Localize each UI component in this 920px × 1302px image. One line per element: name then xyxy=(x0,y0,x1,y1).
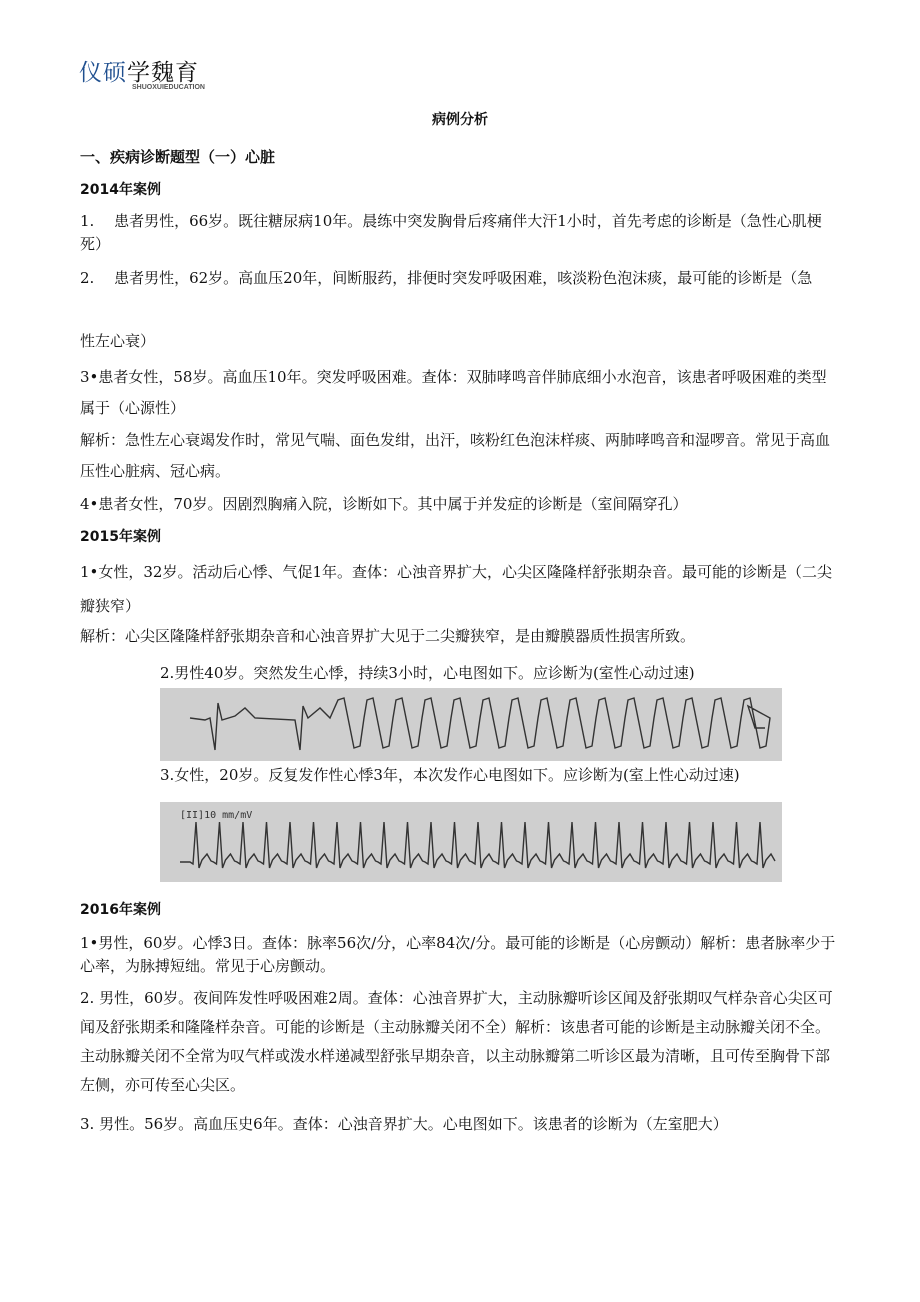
ecg-trace xyxy=(180,822,775,868)
case-paragraph: 2. 患者男性，62岁。高血压20年，间断服药，排便时突发呼吸困难，咳淡粉色泡沫痰，最可能的诊断是（急 xyxy=(80,269,813,287)
ecg-trace xyxy=(190,698,770,750)
case-paragraph: 1•女性，32岁。活动后心悸、气促1年。查体：心浊音界扩大，心尖区隆隆样舒张期杂音。最可能的诊断是（二尖瓣狭窄） xyxy=(80,563,833,615)
year-heading-2015: 2015年案例 xyxy=(80,529,161,545)
case-paragraph: 性左心衰） xyxy=(80,332,156,350)
ecg-caption: 2.男性40岁。突然发生心悸，持续3小时，心电图如下。应诊断为(室性心动过速) xyxy=(160,664,695,682)
case-paragraph: 1•男性，60岁。心悸3日。查体：脉率56次/分，心率84次/分。最可能的诊断是（心房颤动）解析：患者脉率少于心率，为脉搏短绌。常见于心房颤动。 xyxy=(80,934,836,975)
logo-subtitle: SHUOXUIEDUCATION xyxy=(132,84,205,91)
section-heading: 一、疾病诊断题型（一）心脏 xyxy=(80,148,276,166)
year-heading-2014: 2014年案例 xyxy=(80,182,161,198)
ecg-image-svt xyxy=(160,802,782,882)
logo xyxy=(79,54,199,87)
case-paragraph: 3•患者女性，58岁。高血压10年。突发呼吸困难。查体：双肺哮鸣音伴肺底细小水泡音，该患者呼吸困难的类型属于（心源性） xyxy=(80,368,827,417)
analysis-paragraph: 解析：心尖区隆隆样舒张期杂音和心浊音界扩大见于二尖瓣狭窄，是由瓣膜器质性损害所致。 xyxy=(80,627,696,645)
ecg-caption: 3.女性，20岁。反复发作性心悸3年，本次发作心电图如下。应诊断为(室上性心动过速) xyxy=(160,766,740,784)
year-heading-2016: 2016年案例 xyxy=(80,902,161,918)
case-paragraph: 1. 患者男性，66岁。既往糖尿病10年。晨练中突发胸骨后疼痛伴大汗1小时，首先考虑的诊断是（急性心肌梗死） xyxy=(80,212,822,253)
case-paragraph: 2. 男性，60岁。夜间阵发性呼吸困难2周。查体：心浊音界扩大，主动脉瓣听诊区闻及舒张期叹气样杂音心尖区可闻及舒张期柔和隆隆样杂音。可能的诊断是（主动脉瓣关闭不全）解析：该患者可能的诊断是主动脉瓣关闭不全。主动脉瓣关闭不全常为叹气样或泼水样递减型舒张早期杂音，以主动脉瓣第二听诊区最为清晰，且可传至胸骨下部左侧，亦可传至心尖区。 xyxy=(80,989,833,1094)
ecg-label: [II]10 mm/mV xyxy=(180,810,253,821)
case-paragraph: 4•患者女性，70岁。因剧烈胸痛入院，诊断如下。其中属于并发症的诊断是（室间隔穿孔） xyxy=(80,495,688,513)
logo-text-1: 仪硕 xyxy=(79,60,127,86)
ecg-image-vt xyxy=(160,688,782,761)
case-paragraph: 3. 男性。56岁。高血压史6年。查体：心浊音界扩大。心电图如下。该患者的诊断为（左室肥大） xyxy=(80,1115,728,1133)
logo-text-2: 学魏育 xyxy=(127,60,199,86)
page-title: 病例分析 xyxy=(432,112,488,128)
analysis-paragraph: 解析：急性左心衰竭发作时，常见气喘、面色发绀，出汗，咳粉红色泡沫样痰、两肺哮鸣音和湿啰音。常见于高血压性心脏病、冠心病。 xyxy=(80,431,831,480)
